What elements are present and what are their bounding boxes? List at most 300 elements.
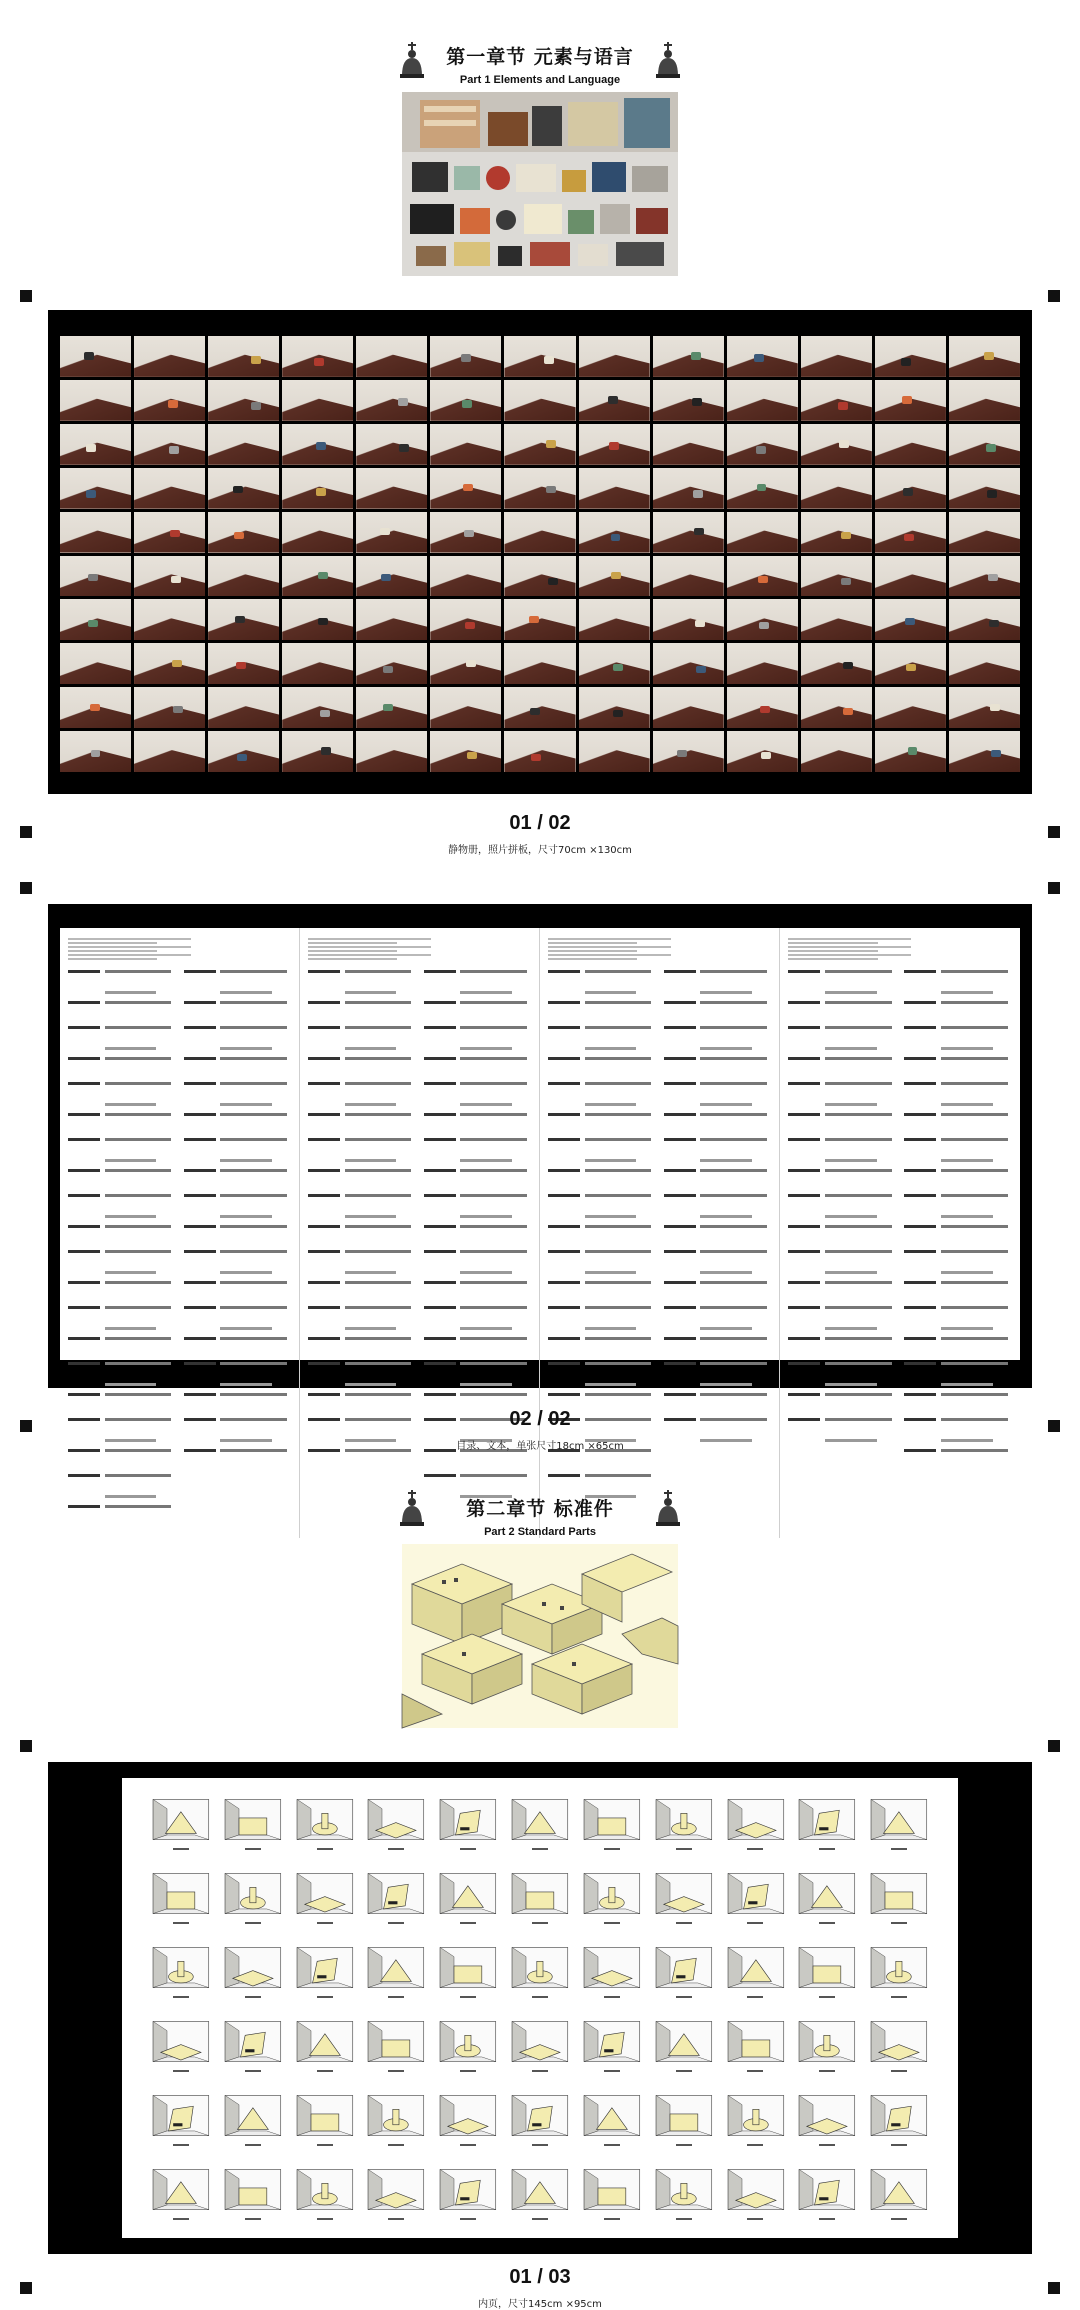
standard-part-label (173, 2070, 189, 2072)
standard-part-cell (509, 2164, 571, 2224)
photo-cell (356, 643, 427, 684)
panel-3-description: 内页，尺寸145cm ×95cm (478, 2299, 602, 2310)
catalogue-entry (308, 1057, 416, 1075)
still-life-object (462, 400, 472, 407)
standard-part-icon (222, 2090, 284, 2141)
standard-part-label (173, 1848, 189, 1850)
still-life-illustration (402, 92, 678, 276)
standard-parts-axonometric (402, 1544, 678, 1728)
photo-cell (208, 380, 279, 421)
catalogue-entry (184, 1082, 292, 1106)
catalogue-header-line (68, 958, 157, 960)
standard-part-cell (581, 1942, 643, 2002)
photo-cell (579, 599, 650, 640)
still-life-object (465, 622, 475, 629)
still-life-object (237, 754, 247, 761)
catalogue-header-line (68, 950, 157, 952)
catalogue-entry (664, 1113, 772, 1131)
catalogue-entry (424, 1362, 532, 1386)
standard-part-label (388, 1922, 404, 1924)
standard-part-cell (150, 2016, 212, 2076)
photo-cell (430, 731, 501, 772)
still-life-object (88, 574, 98, 581)
standard-part-icon (796, 1794, 858, 1845)
catalogue-entry (788, 1138, 896, 1162)
catalogue-header-line (308, 942, 397, 944)
photo-cell (653, 599, 724, 640)
standard-part-icon (725, 2164, 787, 2215)
catalogue-header-line (308, 946, 431, 948)
catalogue-entry (664, 1138, 772, 1162)
catalogue-entry (424, 970, 532, 994)
standard-part-cell (365, 2016, 427, 2076)
photo-cell (875, 424, 946, 465)
catalogue-entry (664, 1337, 772, 1355)
photo-cell (653, 687, 724, 728)
photo-grid (60, 336, 1020, 772)
standard-part-icon (222, 2016, 284, 2067)
standard-part-label (819, 1848, 835, 1850)
standard-part-icon (509, 2090, 571, 2141)
catalogue-entry (424, 1082, 532, 1106)
still-life-object (692, 398, 702, 405)
standard-part-label (532, 2070, 548, 2072)
photo-cell (875, 556, 946, 597)
standard-part-cell (725, 1868, 787, 1928)
standard-part-label (747, 2218, 763, 2220)
standard-part-cell (222, 1942, 284, 2002)
catalogue-entry (788, 970, 896, 994)
standard-part-cell (653, 1868, 715, 1928)
standard-part-icon (509, 2016, 571, 2067)
still-life-object (86, 490, 96, 497)
standard-part-label (460, 2070, 476, 2072)
photo-cell (727, 643, 798, 684)
photo-cell (430, 687, 501, 728)
still-life-object (902, 396, 912, 403)
photo-cell (356, 336, 427, 377)
still-life-object (754, 354, 764, 361)
catalogue-frame (48, 904, 1032, 1388)
standard-part-label (173, 1996, 189, 1998)
standard-part-icon (437, 2016, 499, 2067)
photo-cell (653, 643, 724, 684)
still-life-object (841, 532, 851, 539)
still-life-object (170, 530, 180, 537)
standard-part-cell (725, 1942, 787, 2002)
photo-cell (875, 336, 946, 377)
standard-part-icon (365, 1868, 427, 1919)
catalogue-header-line (548, 958, 637, 960)
catalogue-entry (308, 1306, 416, 1330)
catalogue-entry (664, 1001, 772, 1019)
standard-part-cell (653, 1794, 715, 1854)
still-life-object (611, 572, 621, 579)
standard-part-label (819, 2144, 835, 2146)
photo-cell (579, 731, 650, 772)
standard-part-cell (509, 1794, 571, 1854)
standard-part-label (891, 1996, 907, 1998)
photo-cell (430, 643, 501, 684)
still-life-object (677, 750, 687, 757)
section-1-subtitle: Part 1 Elements and Language (459, 74, 621, 86)
catalogue-entry (548, 1225, 656, 1243)
catalogue-entry (904, 1194, 1012, 1218)
standard-part-cell (294, 1868, 356, 1928)
standard-part-cell (437, 1942, 499, 2002)
standard-part-icon (365, 2016, 427, 2067)
standard-part-cell (868, 2164, 930, 2224)
standard-part-cell (796, 2164, 858, 2224)
section-1-title: 第一章节 元素与语言 (446, 46, 634, 68)
catalogue-entry (184, 1281, 292, 1299)
standard-part-icon (294, 2090, 356, 2141)
standard-part-icon (796, 1942, 858, 1993)
catalogue-entry (664, 1194, 772, 1218)
standard-part-cell (868, 2090, 930, 2150)
catalogue-entry (184, 1138, 292, 1162)
catalogue-entry (308, 1113, 416, 1131)
catalogue-entry (664, 1281, 772, 1299)
standard-parts-grid (150, 1794, 930, 2224)
photo-cell (801, 599, 872, 640)
still-life-object (318, 618, 328, 625)
still-life-object (696, 666, 706, 673)
standard-part-label (173, 2218, 189, 2220)
catalogue-entry (904, 1113, 1012, 1131)
still-life-object (463, 484, 473, 491)
standard-part-icon (581, 1942, 643, 1993)
photo-cell (282, 424, 353, 465)
catalogue-entry (788, 1337, 896, 1355)
registration-mark (20, 826, 32, 838)
catalogue-entry (664, 970, 772, 994)
catalogue-entry (184, 1225, 292, 1243)
photo-cell (504, 380, 575, 421)
photo-cell (579, 380, 650, 421)
catalogue-entry-column (904, 970, 1012, 1474)
axonometric-illustration (402, 1544, 678, 1728)
standard-part-cell (725, 2016, 787, 2076)
catalogue-entries (788, 970, 1012, 1474)
photo-cell (949, 336, 1020, 377)
photo-cell (282, 336, 353, 377)
catalogue-entry (68, 1225, 176, 1243)
still-life-object (987, 490, 997, 497)
standard-part-icon (437, 1868, 499, 1919)
standard-part-cell (653, 1942, 715, 2002)
standard-part-cell (365, 1868, 427, 1928)
catalogue-entry (68, 1057, 176, 1075)
standard-part-label (173, 2144, 189, 2146)
panel-3-number: 01 / 03 (509, 2266, 571, 2288)
standard-part-label (532, 2218, 548, 2220)
catalogue-entry (548, 970, 656, 994)
catalogue-entry (904, 970, 1012, 994)
photo-cell (430, 424, 501, 465)
catalogue-entry (68, 1113, 176, 1131)
catalogue-header-line (548, 950, 637, 952)
standard-part-icon (222, 2164, 284, 2215)
standard-part-cell (365, 2090, 427, 2150)
catalogue-entry (424, 1250, 532, 1274)
still-life-object (544, 356, 554, 363)
catalogue-entry (308, 1225, 416, 1243)
standard-part-icon (725, 2090, 787, 2141)
still-life-object (321, 747, 331, 754)
standard-part-icon (294, 1794, 356, 1845)
catalogue-entry (68, 1082, 176, 1106)
photo-cell (430, 468, 501, 509)
registration-mark (1048, 1420, 1060, 1432)
photo-cell (801, 424, 872, 465)
standard-part-cell (150, 2164, 212, 2224)
photo-cell (504, 599, 575, 640)
catalogue-entry (308, 1138, 416, 1162)
catalogue-entry (664, 1026, 772, 1050)
catalogue-entry (548, 1306, 656, 1330)
catalogue-entry (788, 1026, 896, 1050)
catalogue-entry (664, 1362, 772, 1386)
photo-cell (60, 599, 131, 640)
photo-cell (801, 687, 872, 728)
photo-cell (949, 424, 1020, 465)
standard-part-icon (509, 1794, 571, 1845)
photo-cell (949, 643, 1020, 684)
standard-part-label (317, 2218, 333, 2220)
photo-cell (134, 687, 205, 728)
still-life-object (234, 532, 244, 539)
still-life-object (466, 660, 476, 667)
catalogue-entry (904, 1001, 1012, 1019)
standard-part-label (604, 1922, 620, 1924)
registration-mark (20, 1740, 32, 1752)
catalogue-entry (548, 1281, 656, 1299)
catalogue-entry (308, 1082, 416, 1106)
registration-mark (20, 882, 32, 894)
standard-part-icon (509, 1942, 571, 1993)
still-life-object (91, 750, 101, 757)
photo-cell (282, 599, 353, 640)
standard-part-label (819, 2070, 835, 2072)
catalogue-entry (788, 1281, 896, 1299)
catalogue-header-line (548, 942, 637, 944)
catalogue-entry (664, 1225, 772, 1243)
standard-parts-sheet (122, 1778, 958, 2238)
standard-part-icon (365, 1794, 427, 1845)
standard-part-icon (725, 1868, 787, 1919)
catalogue-entry (184, 970, 292, 994)
standard-part-label (532, 1848, 548, 1850)
still-life-object (694, 528, 704, 535)
standard-part-label (245, 1848, 261, 1850)
standard-part-icon (868, 1868, 930, 1919)
standard-part-label (891, 2070, 907, 2072)
catalogue-header-line (548, 938, 671, 940)
still-life-object (757, 484, 767, 491)
photo-cell (875, 643, 946, 684)
panel-3-caption (0, 2266, 1080, 2310)
photo-cell (801, 643, 872, 684)
catalogue-entry (904, 1026, 1012, 1050)
standard-part-label (460, 2144, 476, 2146)
catalogue-header-line (308, 950, 397, 952)
catalogue-entry (424, 1057, 532, 1075)
standard-part-label (388, 1996, 404, 1998)
photo-cell (430, 556, 501, 597)
standard-part-label (891, 2218, 907, 2220)
standard-part-cell (437, 2164, 499, 2224)
catalogue-entry (68, 1194, 176, 1218)
standard-part-icon (653, 1868, 715, 1919)
photo-cell (727, 512, 798, 553)
still-life-object (546, 486, 556, 493)
standard-part-cell (509, 1942, 571, 2002)
standard-part-icon (581, 1868, 643, 1919)
standard-part-icon (150, 1794, 212, 1845)
standard-part-cell (150, 1942, 212, 2002)
standard-part-icon (796, 2016, 858, 2067)
photo-cell (801, 512, 872, 553)
photo-cell (430, 512, 501, 553)
still-life-object (613, 710, 623, 717)
standard-part-icon (796, 2090, 858, 2141)
standard-part-icon (294, 2164, 356, 2215)
standard-part-cell (868, 1942, 930, 2002)
catalogue-entry (904, 1306, 1012, 1330)
photo-cell (356, 468, 427, 509)
catalogue-entry (664, 1169, 772, 1187)
standard-part-cell (365, 2164, 427, 2224)
photo-cell (60, 424, 131, 465)
photo-cell (208, 424, 279, 465)
photo-grid-frame (48, 310, 1032, 794)
standard-part-label (245, 1996, 261, 1998)
standard-part-icon (150, 1868, 212, 1919)
catalogue-entry (424, 1337, 532, 1355)
standard-part-label (317, 1922, 333, 1924)
still-life-object (171, 576, 181, 583)
catalogue-entry (904, 1057, 1012, 1075)
standard-part-cell (509, 2090, 571, 2150)
catalogue-entry (184, 1113, 292, 1131)
standard-part-cell (150, 1868, 212, 1928)
standard-part-label (676, 1996, 692, 1998)
still-life-object (988, 574, 998, 581)
catalogue-entry (184, 1306, 292, 1330)
registration-mark (20, 290, 32, 302)
still-life-object (548, 578, 558, 585)
still-life-object (906, 664, 916, 671)
photo-cell (727, 731, 798, 772)
standard-part-icon (868, 2164, 930, 2215)
still-life-object (251, 402, 261, 409)
standard-part-label (245, 1922, 261, 1924)
catalogue-header-line (788, 950, 878, 952)
still-life-object (320, 710, 330, 717)
photo-cell (727, 424, 798, 465)
photo-cell (949, 468, 1020, 509)
standard-part-label (532, 1996, 548, 1998)
standard-part-icon (653, 2016, 715, 2067)
still-life-object (691, 352, 701, 359)
standard-part-cell (294, 2164, 356, 2224)
standard-part-label (819, 2218, 835, 2220)
photo-cell (208, 468, 279, 509)
standard-part-icon (437, 1794, 499, 1845)
panel-2-description: 目录、文本，单张尺寸18cm ×65cm (456, 1441, 624, 1452)
standard-part-icon (222, 1942, 284, 1993)
standard-part-icon (150, 1942, 212, 1993)
standard-part-cell (796, 2016, 858, 2076)
photo-cell (134, 556, 205, 597)
catalogue-entry (548, 1082, 656, 1106)
still-life-object (990, 704, 1000, 711)
photo-cell (653, 380, 724, 421)
still-life-object (991, 750, 1001, 757)
photo-cell (134, 512, 205, 553)
catalogue-entry (68, 970, 176, 994)
photo-cell (949, 380, 1020, 421)
standard-part-icon (294, 1868, 356, 1919)
photo-cell (579, 424, 650, 465)
photo-cell (579, 643, 650, 684)
standard-part-label (676, 1922, 692, 1924)
catalogue-entry (68, 1250, 176, 1274)
catalogue-entry (184, 1194, 292, 1218)
standard-part-cell (222, 2090, 284, 2150)
catalogue-entry (184, 1001, 292, 1019)
still-life-object (529, 616, 539, 623)
registration-mark (1048, 2282, 1060, 2294)
standard-part-cell (150, 2090, 212, 2150)
photo-cell (727, 336, 798, 377)
photo-cell (875, 380, 946, 421)
standard-part-cell (222, 2164, 284, 2224)
catalogue-entry (308, 970, 416, 994)
catalogue-header-line (68, 954, 191, 956)
standard-part-icon (581, 1794, 643, 1845)
catalogue-entry (68, 1001, 176, 1019)
catalogue-entry (904, 1082, 1012, 1106)
photo-cell (801, 556, 872, 597)
standard-part-cell (581, 1794, 643, 1854)
catalogue-header-line (68, 942, 157, 944)
catalogue-header-line (788, 958, 878, 960)
catalogue-entry (308, 1169, 416, 1187)
catalogue-entry-column (788, 970, 896, 1474)
still-life-object (318, 572, 328, 579)
still-life-object (464, 530, 474, 537)
standard-part-label (460, 2218, 476, 2220)
standard-part-label (891, 2144, 907, 2146)
photo-cell (504, 731, 575, 772)
catalogue-entry (68, 1026, 176, 1050)
standard-part-label (532, 1922, 548, 1924)
photo-cell (356, 512, 427, 553)
photo-cell (579, 512, 650, 553)
standard-part-icon (796, 1868, 858, 1919)
photo-cell (504, 424, 575, 465)
catalogue-entry (548, 1362, 656, 1386)
photo-cell (134, 731, 205, 772)
photo-cell (208, 687, 279, 728)
photo-cell (356, 424, 427, 465)
photo-cell (949, 599, 1020, 640)
catalogue-entry (424, 1113, 532, 1131)
panel-2-number: 02 / 02 (509, 1408, 571, 1430)
photo-cell (60, 687, 131, 728)
